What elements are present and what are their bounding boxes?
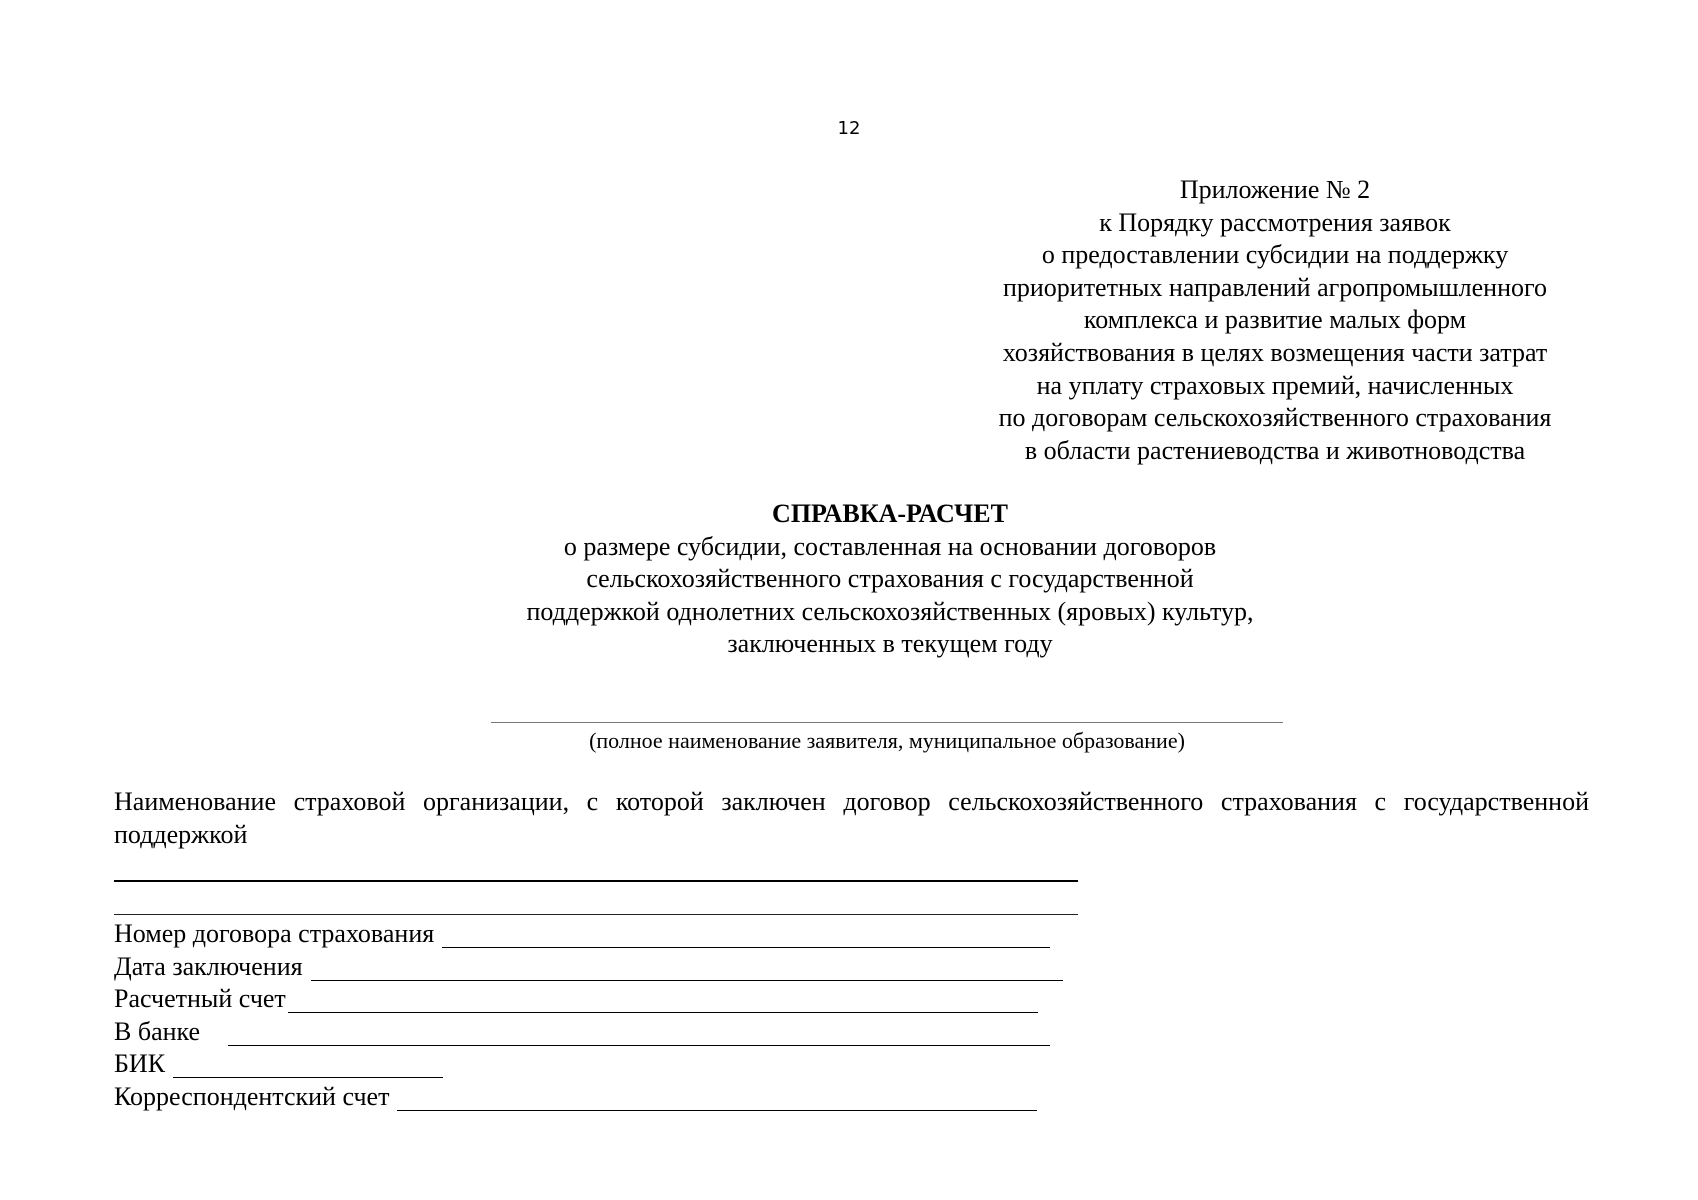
settlement-account-row xyxy=(114,983,1038,1015)
insurer-name-field-2[interactable] xyxy=(114,914,1078,915)
conclusion-date-label: Дата заключения xyxy=(114,952,303,981)
appendix-line: на уплату страховых премий, начисленных xyxy=(1036,370,1514,400)
document-subtitle-line: о размере субсидии, составленная на основании договоров xyxy=(563,531,1217,561)
bik-row xyxy=(114,1048,443,1080)
bank-row xyxy=(114,1016,1050,1048)
document-subtitle-line: заключенных в текущем году xyxy=(727,629,1053,659)
bik-field[interactable] xyxy=(173,1051,443,1078)
appendix-header xyxy=(950,174,1600,467)
appendix-line: приоритетных направлений агропромышленного xyxy=(1002,272,1548,302)
appendix-line: хозяйствования в целях возмещения части затрат xyxy=(1002,337,1548,367)
conclusion-date-row xyxy=(114,951,1063,983)
appendix-line: о предоставлении субсидии на поддержку xyxy=(1041,240,1509,270)
bank-label: В банке xyxy=(114,1017,201,1046)
page-number: 12 xyxy=(837,118,861,139)
applicant-name-field[interactable] xyxy=(491,722,1283,723)
document-subtitle-line: сельскохозяйственного страхования с государственной xyxy=(586,564,1194,594)
bank-field[interactable] xyxy=(228,1019,1050,1046)
insurer-name-field[interactable] xyxy=(114,880,1078,882)
appendix-line: Приложение № 2 xyxy=(1179,175,1371,204)
document-title: СПРАВКА-РАСЧЕТ xyxy=(772,499,1008,528)
settlement-account-field[interactable] xyxy=(288,986,1038,1013)
bik-label: БИК xyxy=(114,1049,166,1078)
appendix-line: комплекса и развитие малых форм xyxy=(1083,305,1467,335)
document-subtitle-line: поддержкой однолетних сельскохозяйственных (яровых) культур, xyxy=(526,596,1254,626)
correspondent-account-row xyxy=(114,1081,1037,1113)
appendix-line: в области растениеводства и животноводства xyxy=(1024,435,1526,465)
contract-number-field[interactable] xyxy=(442,921,1050,948)
applicant-caption: (полное наименование заявителя, муниципальное образование) xyxy=(589,728,1185,753)
contract-number-label: Номер договора страхования xyxy=(114,919,435,948)
correspondent-account-label: Корреспондентский счет xyxy=(114,1082,390,1111)
insurer-label: Наименование страховой организации, с которой заключен договор сельскохозяйственного страхования с государственной поддержкой xyxy=(114,787,1589,849)
document-heading xyxy=(420,498,1360,661)
contract-number-row xyxy=(114,918,1050,950)
appendix-line: к Порядку рассмотрения заявок xyxy=(1099,207,1451,237)
settlement-account-label: Расчетный счет xyxy=(114,984,286,1013)
correspondent-account-field[interactable] xyxy=(397,1084,1037,1111)
appendix-line: по договорам сельскохозяйственного страхования xyxy=(998,403,1552,433)
conclusion-date-field[interactable] xyxy=(311,954,1063,981)
